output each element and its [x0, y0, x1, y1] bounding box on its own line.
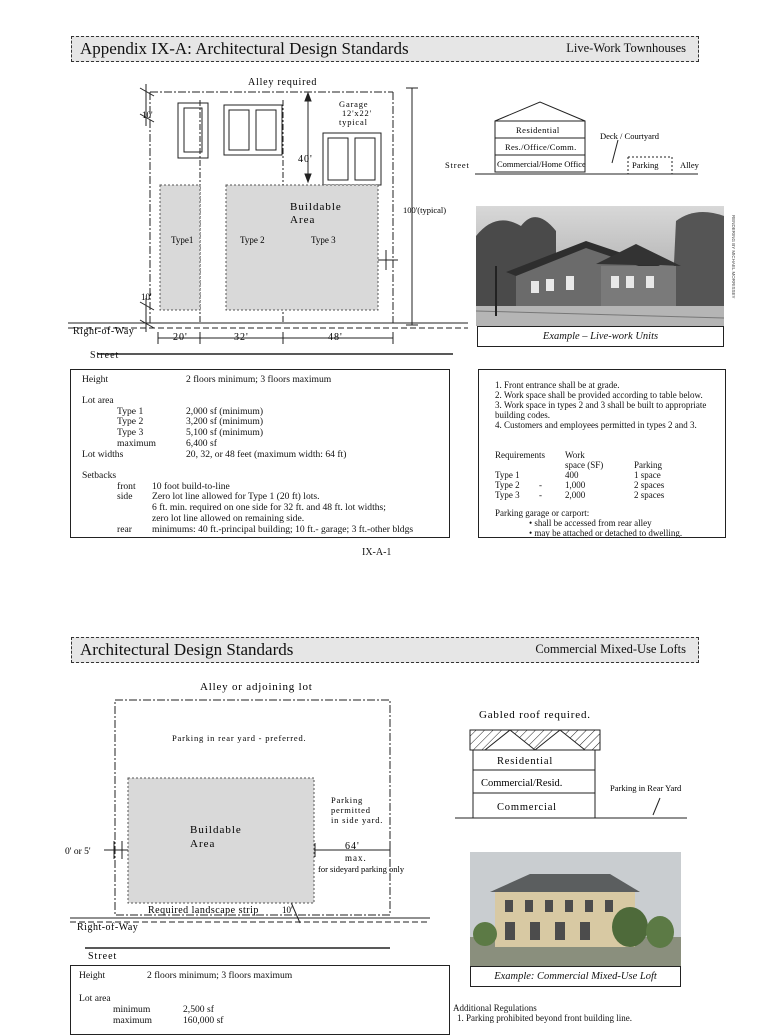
additional-title: Additional Regulations — [453, 1003, 537, 1013]
front-value: 10 foot build-to-line — [152, 481, 230, 492]
p2-max-key: maximum — [113, 1015, 152, 1026]
work-hdr-2: space (SF) — [565, 460, 604, 470]
lot-area-k3: maximum — [117, 438, 156, 449]
page2-standards-box — [70, 965, 450, 1035]
height-value: 2 floors minimum; 3 floors maximum — [186, 374, 332, 385]
page1-subtitle: Live-Work Townhouses — [566, 41, 686, 55]
p2-sideyard: for sideyard parking only — [318, 864, 405, 874]
req-type-2: Type 2 — [495, 480, 520, 490]
p2-street: Street — [88, 951, 118, 962]
lot-area-k1: Type 2 — [117, 416, 144, 427]
additional-item-1: 1. Parking prohibited beyond front building line. — [457, 1013, 632, 1023]
alley-label: Alley required — [248, 77, 318, 88]
page1-rules-box — [478, 369, 726, 538]
p2-roof-label: Gabled roof required. — [479, 709, 591, 721]
page2-title: Architectural Design Standards — [80, 640, 294, 659]
p2-parking-side-2: permitted — [331, 805, 371, 815]
mixed-use-loft-photo — [470, 852, 681, 967]
buildable-label-2: Area — [290, 214, 316, 226]
section-commercial: Commercial/Home Office — [497, 159, 586, 169]
depth-label: 100'(typical) — [403, 205, 447, 215]
section-street: Street — [445, 160, 470, 170]
section-parking: Parking — [632, 160, 659, 170]
lot-area-v1: 3,200 sf (minimum) — [186, 416, 264, 427]
side-value-1: Zero lot line allowed for Type 1 (20 ft) lots. — [152, 491, 320, 502]
lot-area-v0: 2,000 sf (minimum) — [186, 406, 264, 417]
p2-setback: 0' or 5' — [65, 847, 91, 857]
rear-key: rear — [117, 524, 132, 535]
p2-dim-10: 10' — [282, 905, 293, 915]
req-space-3: 2,000 — [565, 490, 586, 500]
section-residential: Residential — [516, 125, 560, 135]
width-20: 20' — [173, 332, 188, 343]
garage-label-2: 12'x22' — [342, 108, 372, 118]
width-32: 32' — [234, 332, 249, 343]
req-parking-2: 2 spaces — [634, 480, 665, 490]
front-key: front — [117, 481, 136, 492]
p2-max: max. — [345, 853, 367, 863]
p2-height-label: Height — [79, 970, 106, 981]
p2-min-value: 2,500 sf — [183, 1004, 214, 1015]
p2-parking-side-1: Parking — [331, 795, 364, 805]
rule-3b: building codes. — [495, 410, 550, 420]
type3-label: Type 3 — [311, 235, 336, 245]
page1-section-diagram — [440, 95, 705, 185]
street-label: Street — [90, 350, 120, 361]
page1-header — [71, 36, 699, 62]
side-key: side — [117, 491, 133, 502]
page1-site-plan — [68, 70, 468, 365]
p2-buildable-2: Area — [190, 838, 216, 850]
p2-section-commercial: Commercial — [497, 802, 557, 813]
lot-widths-label: Lot widths — [82, 449, 124, 460]
garage-title: Parking garage or carport: — [495, 508, 590, 518]
section-res-office: Res./Office/Comm. — [505, 142, 577, 152]
width-48: 48' — [328, 332, 343, 343]
p2-parking-rear: Parking in rear yard - preferred. — [172, 733, 307, 743]
p2-alley-label: Alley or adjoining lot — [200, 681, 313, 693]
p2-width-64: 64' — [345, 841, 360, 852]
page1-photo-caption: Example – Live-work Units — [477, 326, 724, 347]
page1-standards-box — [70, 369, 450, 538]
type1-label: Type1 — [171, 235, 194, 245]
rule-1: 1. Front entrance shall be at grade. — [495, 380, 620, 390]
work-hdr-1: Work — [565, 450, 585, 460]
p2-height-value: 2 floors minimum; 3 floors maximum — [147, 970, 293, 981]
lot-area-label: Lot area — [82, 395, 114, 406]
lot-widths-value: 20, 32, or 48 feet (maximum width: 64 ft) — [186, 449, 347, 460]
lot-area-v3: 6,400 sf — [186, 438, 217, 449]
page2-section-diagram — [455, 700, 705, 825]
lot-area-v2: 5,100 sf (minimum) — [186, 427, 264, 438]
row-label: Right-of-Way — [73, 326, 135, 337]
page-number: IX-A-1 — [362, 547, 392, 558]
side-value-3: zero lot line allowed on remaining side. — [152, 513, 305, 524]
lot-area-k0: Type 1 — [117, 406, 144, 417]
req-parking-3: 2 spaces — [634, 490, 665, 500]
p2-landscape: Required landscape strip — [148, 905, 259, 916]
page2-site-plan — [60, 675, 430, 970]
rule-3: 3. Work space in types 2 and 3 shall be built to appropriate — [495, 400, 707, 410]
side-value-2: 6 ft. min. required on one side for 32 ft. and 48 ft. lot widths; — [152, 502, 386, 513]
dim-10-top: 10' — [142, 110, 153, 120]
req-label: Requirements — [495, 450, 545, 460]
req-space-1: 400 — [565, 470, 579, 480]
req-dash-2: - — [539, 480, 542, 490]
parking-hdr: Parking — [634, 460, 662, 470]
req-space-2: 1,000 — [565, 480, 586, 490]
req-dash-3: - — [539, 490, 542, 500]
setbacks-label: Setbacks — [82, 470, 117, 481]
p2-min-key: minimum — [113, 1004, 151, 1015]
live-work-rendering — [476, 206, 724, 326]
garage-bullet-1: • shall be accessed from rear alley — [529, 518, 652, 528]
additional-regulations — [453, 1003, 632, 1023]
buildable-label-1: Buildable — [290, 201, 342, 213]
garage-bullet-2: • may be attached or detached to dwelling. — [529, 528, 683, 538]
height-label: Height — [82, 374, 109, 385]
photo-credit: RENDERING BY MICHAEL MORRISSEY — [731, 215, 736, 299]
p2-max-value: 160,000 sf — [183, 1015, 224, 1026]
page2-header — [71, 637, 699, 663]
req-type-1: Type 1 — [495, 470, 520, 480]
p2-row-label: Right-of-Way — [77, 922, 139, 933]
section-alley: Alley — [680, 160, 699, 170]
dim-40: 40' — [298, 154, 313, 165]
rule-2: 2. Work space shall be provided according to table below. — [495, 390, 703, 400]
req-parking-1: 1 space — [634, 470, 661, 480]
garage-label-3: typical — [339, 117, 368, 127]
dim-10-bottom: 10' — [141, 292, 152, 302]
req-type-3: Type 3 — [495, 490, 520, 500]
lot-area-k2: Type 3 — [117, 427, 144, 438]
page2-photo-caption: Example: Commercial Mixed-Use Loft — [470, 966, 681, 987]
p2-section-residential: Residential — [497, 756, 554, 767]
p2-buildable-1: Buildable — [190, 824, 242, 836]
page1-title: Appendix IX-A: Architectural Design Standards — [80, 39, 409, 58]
p2-section-parking: Parking in Rear Yard — [610, 783, 682, 793]
rule-4: 4. Customers and employees permitted in types 2 and 3. — [495, 420, 697, 430]
garage-label-1: Garage — [339, 99, 369, 109]
p2-lot-area-label: Lot area — [79, 993, 111, 1004]
p2-section-comm-resid: Commercial/Resid. — [481, 778, 563, 789]
p2-parking-side-3: in side yard. — [331, 815, 384, 825]
rear-value: minimums: 40 ft.-principal building; 10 ft.- garage; 3 ft.-other bldgs — [152, 524, 414, 535]
section-deck: Deck / Courtyard — [600, 131, 660, 141]
page2-subtitle: Commercial Mixed-Use Lofts — [535, 642, 686, 656]
type2-label: Type 2 — [240, 235, 265, 245]
